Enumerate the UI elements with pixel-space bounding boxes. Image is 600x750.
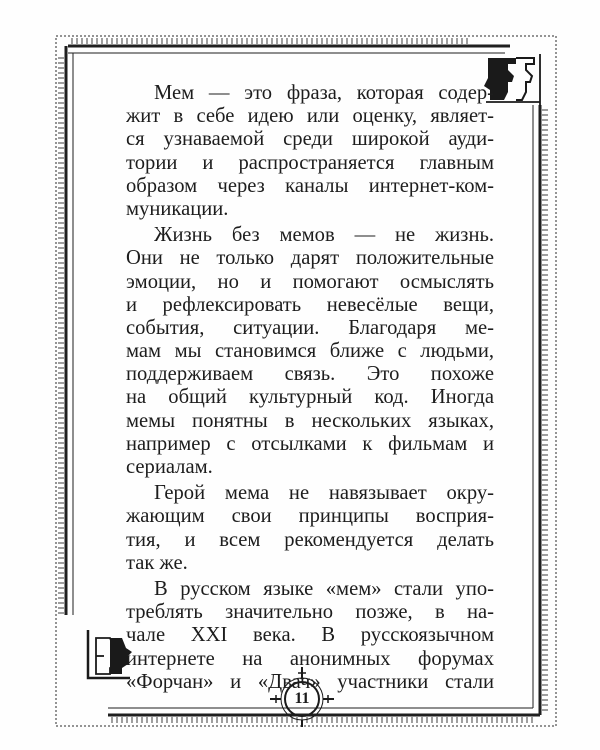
text-line: Они не только дарят положительные xyxy=(126,247,494,270)
text-line: В русском языке «мем» стали упо- xyxy=(154,577,494,600)
text-line: Жизнь без мемов — не жизнь. xyxy=(154,224,494,247)
text-line: и рефлексировать невесёлые вещи, xyxy=(126,293,494,316)
text-line: образом через каналы интернет-ком- xyxy=(126,174,494,197)
text-line: жит в себе идею или оценку, являет- xyxy=(126,105,494,128)
text-line: так же. xyxy=(126,551,188,574)
paragraph xyxy=(126,82,494,221)
text-line: Мем — это фраза, которая содер- xyxy=(154,82,494,104)
page-number-badge xyxy=(279,676,325,722)
text-line: мам мы становимся ближе с людьми, xyxy=(126,340,494,363)
text-line: треблять значительно позже, в на- xyxy=(126,601,494,624)
text-line: «Форчан» и «Двач» участники стали xyxy=(126,670,494,693)
body-text xyxy=(126,82,494,694)
paragraph xyxy=(126,482,494,575)
text-line: сериалам. xyxy=(126,456,213,478)
text-line: мемы понятны в нескольких языках, xyxy=(126,409,494,432)
text-line: например с отсылками к фильмам и xyxy=(126,432,494,455)
text-line: тия, и всем рекомендуется делать xyxy=(126,528,494,551)
text-line: Герой мема не навязывает окру- xyxy=(154,482,494,505)
text-line: эмоции, но и помогают осмыслять xyxy=(126,270,494,293)
text-line: жающим свои принципы восприя- xyxy=(126,505,494,528)
text-line: на общий культурный код. Иногда xyxy=(126,386,494,409)
text-line: события, ситуации. Благодаря ме- xyxy=(126,316,494,339)
text-line: тории и распространяется главным xyxy=(126,151,494,174)
text-line: муникации. xyxy=(126,197,229,220)
text-line: поддерживаем связь. Это похоже xyxy=(126,363,494,386)
page-number: 11 xyxy=(294,690,310,707)
paragraph xyxy=(126,224,494,479)
text-line: чале XXI века. В русскоязычном xyxy=(126,624,494,647)
text-line: интернете на анонимных форумах xyxy=(126,647,494,670)
text-line: ся узнаваемой среди широкой ауди- xyxy=(126,128,494,151)
